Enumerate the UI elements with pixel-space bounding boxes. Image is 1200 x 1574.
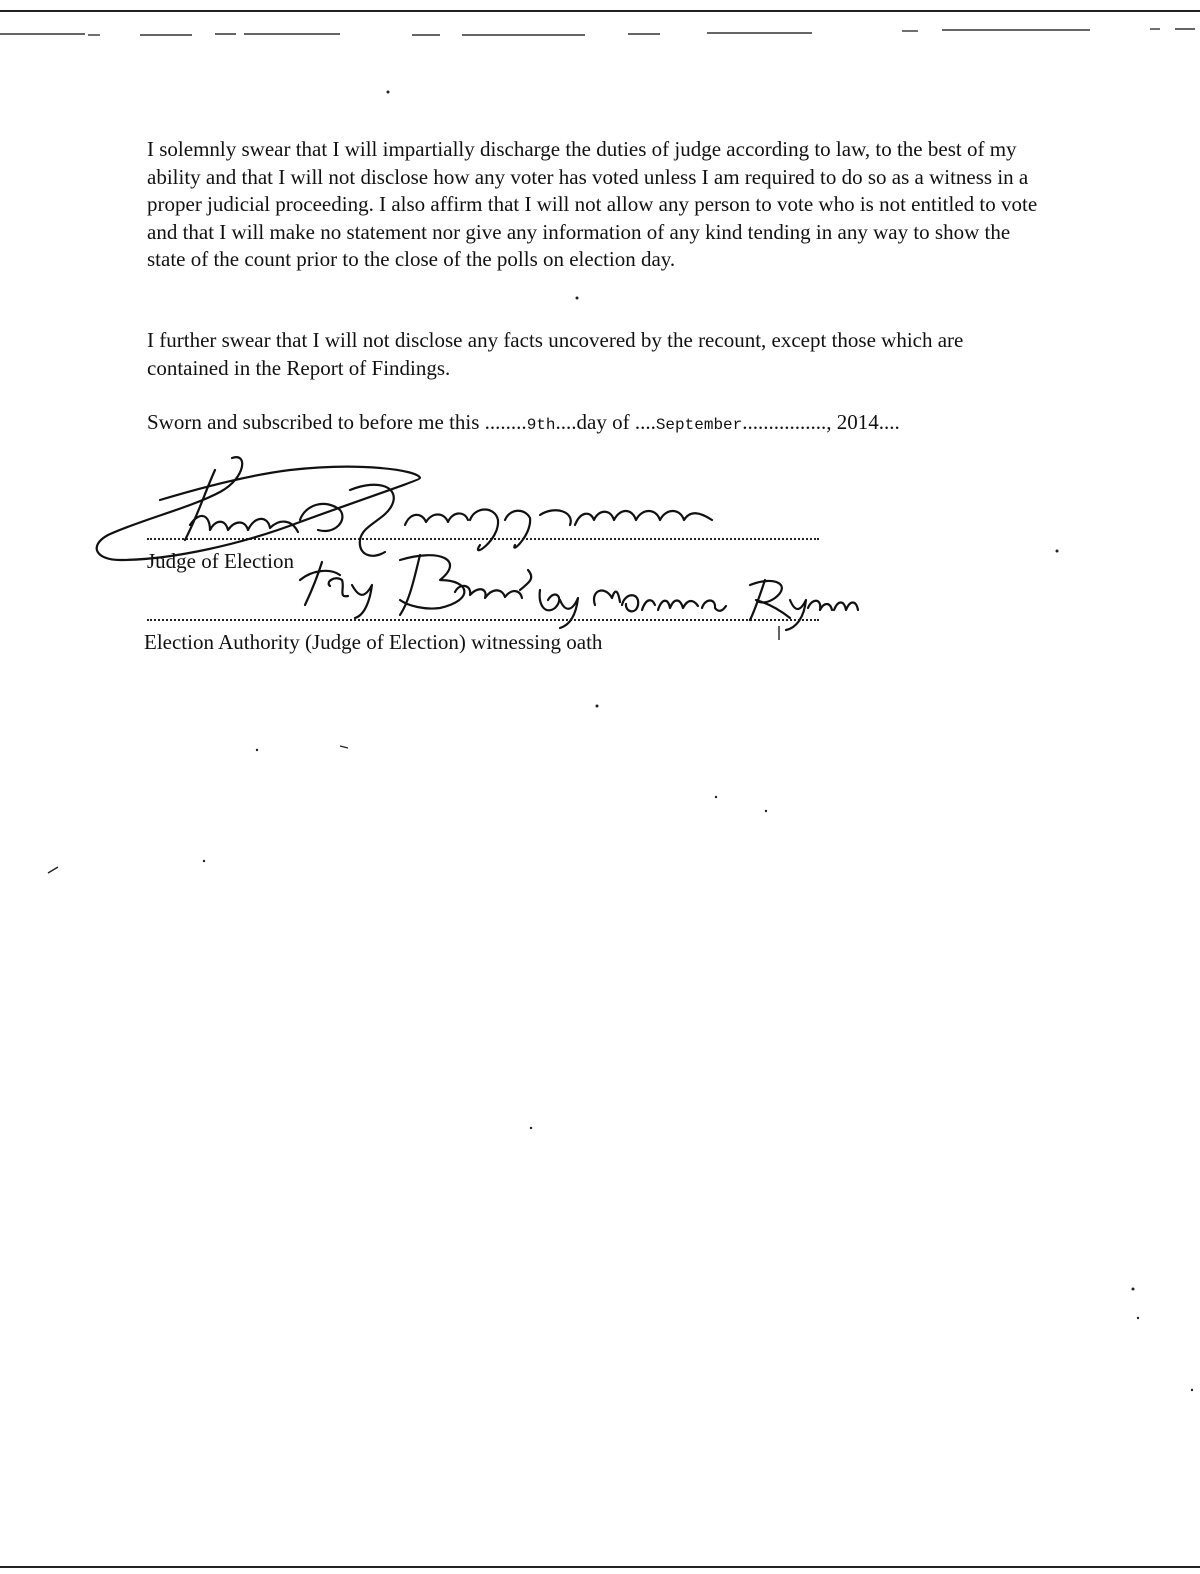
- oath-paragraph-1: I solemnly swear that I will impartially discharge the duties of judge according to law, to the best of my ability and that I will not disclose how any voter has voted unless I am required to do so as a witness in a proper judicial proceeding. I also affirm that I will not allow any person to vote who is not entitled to vote and that I will make no statement nor give any information of any kind tending in any way to show the state of the count prior to the close of the polls on election day.: [147, 137, 1038, 271]
- judge-caption: Judge of Election: [147, 549, 294, 573]
- witness-caption: Election Authority (Judge of Election) witnessing oath: [144, 630, 603, 654]
- page-bottom-border: [0, 1566, 1200, 1574]
- sworn-suffix: ................, 20: [742, 410, 858, 434]
- witness-signature-line: [147, 619, 819, 621]
- sworn-subscribed-line: [147, 408, 900, 439]
- sworn-day: 9th: [526, 416, 556, 434]
- sworn-mid: ....day of ....: [555, 410, 656, 434]
- sworn-end-dots: ....: [878, 410, 900, 434]
- sworn-year-suffix: 14: [857, 410, 879, 434]
- sworn-prefix: Sworn and subscribed to before me this ........: [147, 410, 527, 434]
- judge-signature-image: [97, 457, 712, 560]
- judge-signature-line: [147, 538, 819, 540]
- scan-artifact-dashes: [0, 0, 1200, 40]
- oath-paragraph-2: I further swear that I will not disclose any facts uncovered by the recount, except those which are contained in the Report of Findings.: [147, 328, 964, 380]
- sworn-month: September: [655, 416, 743, 434]
